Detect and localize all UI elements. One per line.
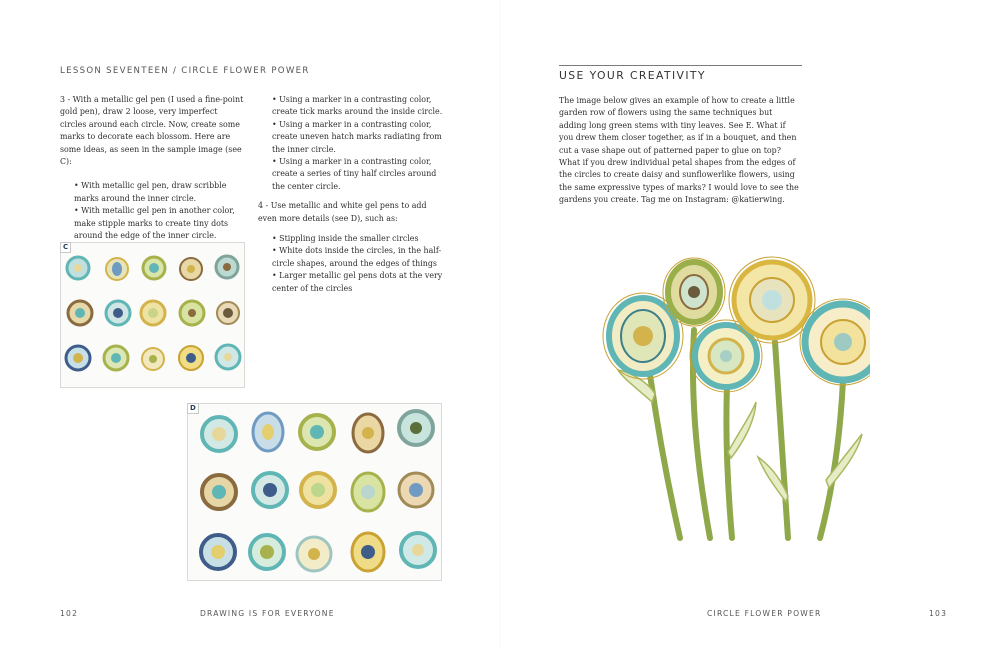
bullet-half-circles: • Using a marker in a contrasting color, create a series of tiny half circles around the center circle. [272,157,437,191]
footer-chapter-title: CIRCLE FLOWER POWER [707,609,822,618]
step-3-text: 3 - With a metallic gel pen (I used a fine-point gold pen), draw 2 loose, very imperfect circles around each circle. Now, create some marks to decorate each blossom. Here are some ideas, as seen in the sample image (see C): [60,95,244,167]
section-body: The image below gives an example of how to create a little garden row of flowers using the same techniques but adding long green stems with tiny leaves. See E. What if you drew them closer together, as if in a bouquet, and then cut a vase shape out of patterned paper to glue on top? What if you drew individual petal shapes from the edges of the circles to create daisy and sunflowerlike flowers, using the same expressive types of marks? I would love to see the gardens you create. Tag me on Instagram: @katierwing. [559,96,799,205]
section-rule [559,65,802,66]
text-column-2 [258,94,444,295]
bullet-stippling: • Stippling inside the smaller circles [272,234,419,244]
bullet-white-dots: • White dots inside the circles, in the half-circle shapes, around the edges of things [272,246,442,268]
figure-d-illustration [188,404,441,580]
bullet-stipple: • With metallic gel pen in another color, make stipple marks to create tiny dots around the edge of the inner circle. [74,206,235,241]
bullet-tick-marks: • Using a marker in a contrasting color, create tick marks around the inside circle. [272,95,443,117]
text-column-1 [60,94,246,242]
footer-page-number-right: 103 [929,609,948,618]
figure-e-flower-garden [600,252,870,542]
footer-book-title: DRAWING IS FOR EVERYONE [200,609,335,618]
figure-d [187,403,442,581]
footer-page-number-left: 102 [60,609,79,618]
figure-c [60,242,245,388]
bullet-scribble: • With metallic gel pen, draw scribble marks around the inner circle. [74,181,227,203]
figure-c-illustration [61,243,244,387]
figure-c-circles [66,256,240,370]
section-title: USE YOUR CREATIVITY [559,69,706,82]
step-4-text: 4 - Use metallic and white gel pens to add even more details (see D), such as: [258,201,427,223]
flower-heads [603,257,870,392]
lesson-header: LESSON SEVENTEEN / CIRCLE FLOWER POWER [60,66,310,76]
figure-d-label: D [187,403,199,414]
figure-d-circles [201,411,435,571]
bullet-hatch-marks: • Using a marker in a contrasting color, create uneven hatch marks radiating from the inner circle. [272,119,442,154]
figure-c-label: C [60,242,71,253]
bullet-larger-dots: • Larger metallic gel pens dots at the very center of the circles [272,271,443,293]
page-fold [499,0,501,647]
